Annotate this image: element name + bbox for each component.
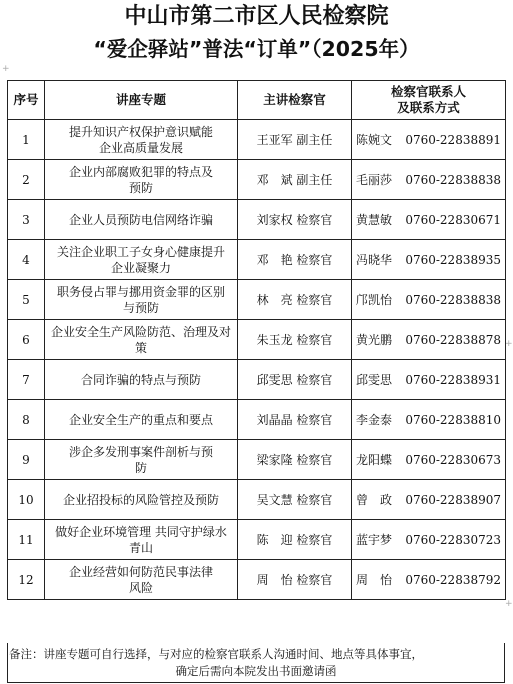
cell-contact (352, 120, 506, 160)
cell-contact (352, 240, 506, 280)
topic-text: 企业经营如何防范民事法律风险 (68, 564, 213, 595)
cell-contact (352, 200, 506, 240)
table-header-row (8, 81, 506, 120)
cell-topic (45, 280, 238, 320)
topic-text: 涉企多发刑事案件剖析与预防 (68, 444, 213, 475)
lead-text: 梁家隆 检察官 (256, 452, 333, 467)
contact-phone: 0760-22838935 (405, 252, 501, 267)
contact-phone: 0760-22838907 (405, 492, 501, 507)
contact-person: 冯晓华 (356, 252, 393, 267)
cell-no: 6 (8, 320, 45, 360)
contact-person: 龙阳蝶 (356, 452, 393, 467)
cell-topic (45, 520, 238, 560)
cell-lead (238, 160, 352, 200)
topic-text: 关注企业职工子女身心健康提升企业凝聚力 (56, 244, 225, 275)
cell-contact (352, 360, 506, 400)
cell-contact (352, 560, 506, 600)
cell-no: 5 (8, 280, 45, 320)
lead-text: 邓 艳 检察官 (256, 252, 333, 267)
lead-text: 朱玉龙 检察官 (256, 332, 333, 347)
contact-person: 黄慧敏 (356, 212, 393, 227)
cell-topic (45, 480, 238, 520)
cell-contact (352, 160, 506, 200)
table-row (8, 200, 506, 240)
cell-topic (45, 440, 238, 480)
cell-topic (45, 320, 238, 360)
contact-person: 李金泰 (356, 412, 393, 427)
topic-text: 企业招投标的风险管控及预防 (62, 492, 219, 507)
contact-person: 曾 政 (356, 492, 393, 507)
crop-mark-icon: + (2, 64, 10, 74)
remark-line1: 备注：讲座专题可自行选择，与对应的检察官联系人沟通时间、地点等具体事宜， (9, 647, 423, 661)
cell-topic (45, 400, 238, 440)
cell-lead (238, 320, 352, 360)
cell-topic (45, 160, 238, 200)
topic-text: 企业内部腐败犯罪的特点及预防 (68, 164, 213, 195)
cell-topic (45, 120, 238, 160)
lead-text: 林 亮 检察官 (256, 292, 333, 307)
table-row (8, 320, 506, 360)
contact-phone: 0760-22838891 (405, 132, 501, 147)
lead-text: 陈 迎 检察官 (256, 532, 333, 547)
cell-lead (238, 120, 352, 160)
header-contact-line1: 检察官联系人 (390, 84, 466, 99)
lead-text: 王亚军 副主任 (256, 132, 333, 147)
table-row (8, 360, 506, 400)
cell-contact (352, 280, 506, 320)
contact-person: 蓝宇梦 (356, 532, 393, 547)
topic-text: 提升知识产权保护意识赋能企业高质量发展 (68, 124, 213, 155)
table-row (8, 280, 506, 320)
table-row (8, 120, 506, 160)
contact-person: 邝凯怡 (356, 292, 393, 307)
table-row (8, 160, 506, 200)
contact-person: 周 怡 (356, 572, 393, 587)
table-row (8, 240, 506, 280)
contact-person: 邱雯思 (356, 372, 393, 387)
document-title: 中山市第二市区人民检察院 (124, 4, 389, 29)
cell-contact (352, 480, 506, 520)
lead-text: 刘晶晶 检察官 (256, 412, 333, 427)
contact-person: 黄光鹏 (356, 332, 393, 347)
contact-phone: 0760-22838931 (405, 372, 501, 387)
topic-text: 企业安全生产的重点和要点 (68, 412, 213, 427)
contact-phone: 0760-22838838 (405, 292, 501, 307)
lead-text: 周 怡 检察官 (256, 572, 333, 587)
cell-no: 11 (8, 520, 45, 560)
cell-no: 1 (8, 120, 45, 160)
cell-contact (352, 400, 506, 440)
lead-text: 吴文慧 检察官 (256, 492, 333, 507)
contact-phone: 0760-22830673 (405, 452, 501, 467)
contact-person: 毛丽莎 (356, 172, 393, 187)
remark-note (7, 643, 505, 683)
table-row (8, 520, 506, 560)
cell-lead (238, 200, 352, 240)
cell-topic (45, 560, 238, 600)
cell-lead (238, 400, 352, 440)
topic-text: 合同诈骗的特点与预防 (80, 372, 201, 387)
lead-text: 刘家权 检察官 (256, 212, 333, 227)
table-row (8, 480, 506, 520)
cell-contact (352, 320, 506, 360)
cell-lead (238, 560, 352, 600)
cell-lead (238, 480, 352, 520)
cell-lead (238, 360, 352, 400)
topic-text: 做好企业环境管理 共同守护绿水青山 (55, 524, 227, 555)
contact-phone: 0760-22838878 (405, 332, 501, 347)
cell-lead (238, 440, 352, 480)
cell-topic (45, 200, 238, 240)
lead-text: 邓 斌 副主任 (256, 172, 333, 187)
crop-mark-icon: + (505, 599, 513, 609)
contact-phone: 0760-22838792 (405, 572, 501, 587)
table-row (8, 400, 506, 440)
cell-no: 10 (8, 480, 45, 520)
document-subtitle: “爱企驿站”普法“订单”（2025年） (93, 37, 420, 61)
cell-contact (352, 520, 506, 560)
table-row (8, 560, 506, 600)
remark-line2: 确定后需向本院发出书面邀请函 (175, 664, 337, 678)
cell-lead (238, 520, 352, 560)
crop-mark-icon: + (505, 339, 513, 349)
cell-lead (238, 280, 352, 320)
lead-text: 邱雯思 检察官 (256, 372, 333, 387)
table-row (8, 440, 506, 480)
topic-text: 职务侵占罪与挪用资金罪的区别与预防 (56, 284, 225, 315)
contact-phone: 0760-22838810 (405, 412, 501, 427)
cell-no: 12 (8, 560, 45, 600)
cell-no: 4 (8, 240, 45, 280)
cell-no: 7 (8, 360, 45, 400)
header-lead: 主讲检察官 (238, 81, 352, 120)
contact-person: 陈婉文 (356, 132, 393, 147)
header-no: 序号 (8, 81, 45, 120)
topic-text: 企业人员预防电信网络诈骗 (68, 212, 213, 227)
header-topic: 讲座专题 (45, 81, 238, 120)
header-contact (352, 81, 506, 120)
cell-no: 9 (8, 440, 45, 480)
cell-topic (45, 240, 238, 280)
cell-no: 3 (8, 200, 45, 240)
topic-text: 企业安全生产风险防范、治理及对策 (50, 324, 231, 355)
contact-phone: 0760-22838838 (405, 172, 501, 187)
contact-phone: 0760-22830723 (405, 532, 501, 547)
lecture-table (7, 80, 506, 600)
cell-no: 2 (8, 160, 45, 200)
cell-lead (238, 240, 352, 280)
header-contact-line2: 及联系方式 (397, 100, 460, 115)
contact-phone: 0760-22830671 (405, 212, 501, 227)
cell-no: 8 (8, 400, 45, 440)
cell-topic (45, 360, 238, 400)
cell-contact (352, 440, 506, 480)
